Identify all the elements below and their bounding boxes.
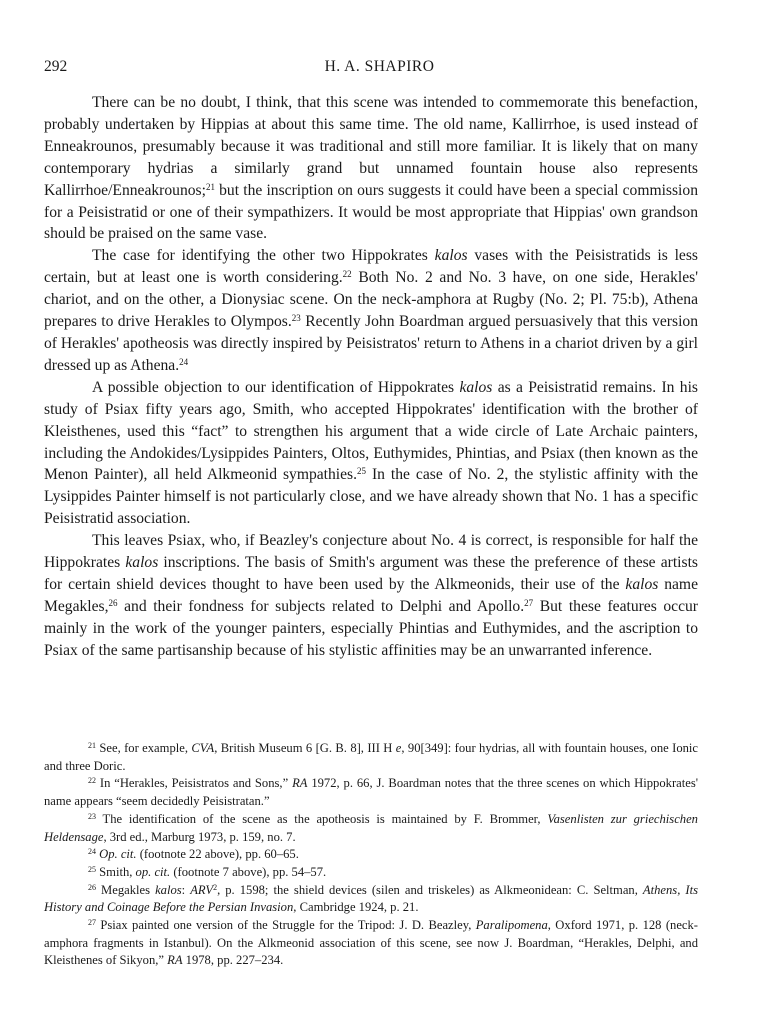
text-run: 1972, p. 66, J. Boardman notes that the three scenes on which Hippokrates' name appears “seem decidedly Peisistratan.” [44,776,698,809]
note-ref: 25 [357,466,367,477]
paragraph [44,530,698,661]
text-run: Psiax painted one version of the Struggle for the Tripod: J. D. Beazley, [96,918,476,933]
text-run: (footnote 22 above), pp. 60–65. [136,847,299,862]
text-run: The case for identifying the other two Hippokrates [92,247,435,265]
text-run: See, for example, [96,741,192,755]
italic-run: kalos [125,554,159,572]
note-ref: 21 [88,741,96,750]
text-run: In “Herakles, Peisistratos and Sons,” [96,776,293,791]
italic-run: Athens, Its History and Coinage Before the Persian Invasion [44,882,698,915]
footnote [44,811,698,846]
italic-run: CVA [191,741,215,755]
text-run: Recently John Boardman argued persuasively that this version of Herakles' apotheosis was directly inspired by Peisistratos' return to Athens in a chariot driven by a girl dressed up as Athena. [44,313,698,374]
italic-run: ARV [190,882,214,897]
italic-run: kalos [625,575,659,593]
text-run: , p. 1598; the shield devices (silen and triskeles) as Alkmeonidean: C. Seltman, [217,882,643,897]
note-ref: 23 [88,811,96,821]
note-ref: 23 [291,313,301,324]
text-run: This leaves Psiax, who, if Beazley's conjecture about No. 4 is correct, is responsible for half the Hippokrates [44,532,698,572]
note-ref: 25 [88,864,96,874]
note-ref: 22 [342,269,352,280]
italic-run: kalos [459,378,493,396]
text-run: vases with the Peisistratids is less certain, but at least one is worth considering. [44,247,698,287]
page-number: 292 [44,58,68,75]
text-run: In the case of No. 2, the stylistic affinity with the Lysippides Painter himself is not particularly close, and we have already shown that No. 1 has a specific Peisistratid association. [44,466,698,528]
note-ref: 26 [108,597,118,608]
body-text [44,92,698,662]
text-run: , British Museum 6 [G. B. 8], III H [214,741,396,755]
footnote [44,740,698,775]
running-head: H. A. SHAPIRO [324,58,435,75]
footnote [44,882,698,917]
text-run: as a Peisistratid remains. In his study of Psiax fifty years ago, Smith, who accepted Hippokrates' identification with the brother of Kleisthenes, used this “fact” to strengthen his argument that a wide circle of Late Archaic painters, including the Andokides/Lysippides Painters, Oltos, Euthymides, Phintias, and Psiax (then known as the Menon Painter), all held Alkmeonid sympathies. [44,378,698,484]
note-ref: 26 [88,882,96,892]
note-ref: 21 [205,181,215,192]
italic-run: RA [292,776,308,791]
text-run: 1978, pp. 227–234. [182,953,284,968]
footnote [44,846,698,864]
note-ref: 27 [524,597,534,608]
italic-run: Op. cit. [99,847,137,862]
text-run: Megakles [96,882,156,897]
note-ref: 22 [88,776,96,786]
text-run: A possible objection to our identification of Hippokrates [92,378,460,396]
footnote [44,917,698,970]
text-run: name Megakles, [44,575,698,615]
text-run: : [181,882,191,897]
text-run: Both No. 2 and No. 3 have, on one side, Herakles' chariot, and on the other, a Dionysiac scene. On the neck-amphora at Rugby (No. 2; Pl. 75:b), Athena prepares to drive Herakles to Olympos. [44,269,699,331]
text-run: and their fondness for subjects related to Delphi and Apollo. [117,597,525,615]
text-run: , 3rd ed., Marburg 1973, p. 159, no. 7. [103,829,296,844]
note-ref: 24 [88,847,96,857]
text-run: (footnote 7 above), pp. 54–57. [170,864,327,879]
text-run: , Cambridge 1924, p. 21. [293,900,419,915]
italic-run: op. cit. [135,864,171,879]
text-run: There can be no doubt, I think, that this scene was intended to commemorate this benefaction, probably undertaken by Hippias at about this same time. The old name, Kallirrhoe, is used instead of Enneakrounos, presumably because it was traditional and still more familiar. It is likely that on many contemporary hydrias a similarly grand but unnamed fountain house also represents Kallirrhoe/Enneakrounos; [44,94,698,199]
footnotes [44,740,698,970]
text-run: But these features occur mainly in the work of the younger painters, especially Phintias and Euthymides, and the ascription to Psiax of the same partisanship because of his stylistic affinities may be an unwarranted inference. [44,597,699,659]
italic-run: kalos [434,247,468,265]
text-run: inscriptions. The basis of Smith's argument was these the preference of these artists for certain shield devices thought to have been used by the Alkmeonids, their use of the [44,554,698,593]
italic-run: e [395,741,402,755]
text-run: , Oxford 1971, p. 128 (neck-amphora fragments in Istanbul). On the Alkmeonid association of this scene, see now J. Boardman, “Herakles, Delphi, and Kleisthenes of Sikyon,” [44,918,698,968]
page-header [44,58,715,80]
note-ref: 24 [179,356,189,367]
paragraph [44,245,698,376]
note-ref: 2 [213,882,218,892]
note-ref: 27 [88,918,96,928]
text-run: The identification of the scene as the apotheosis is maintained by F. Brommer, [96,811,548,826]
italic-run: Vasenlisten zur griechischen Heldensage [44,811,698,844]
text-run: but the inscription on ours suggests it could have been a special commission for a Peisistratid or one of their sympathizers. It would be most appropriate that Hippias' own grandson should be praised on the same vase. [44,181,698,243]
paragraph [44,92,698,245]
italic-run: Paralipomena [475,918,548,933]
text-run: Smith, [96,864,136,879]
text-run: , 90[349]: four hydrias, all with fountain houses, one Ionic and three Doric. [44,741,699,773]
italic-run: kalos [155,882,182,897]
footnote [44,864,698,882]
paragraph [44,377,698,530]
italic-run: RA [167,953,183,968]
footnote [44,775,698,810]
